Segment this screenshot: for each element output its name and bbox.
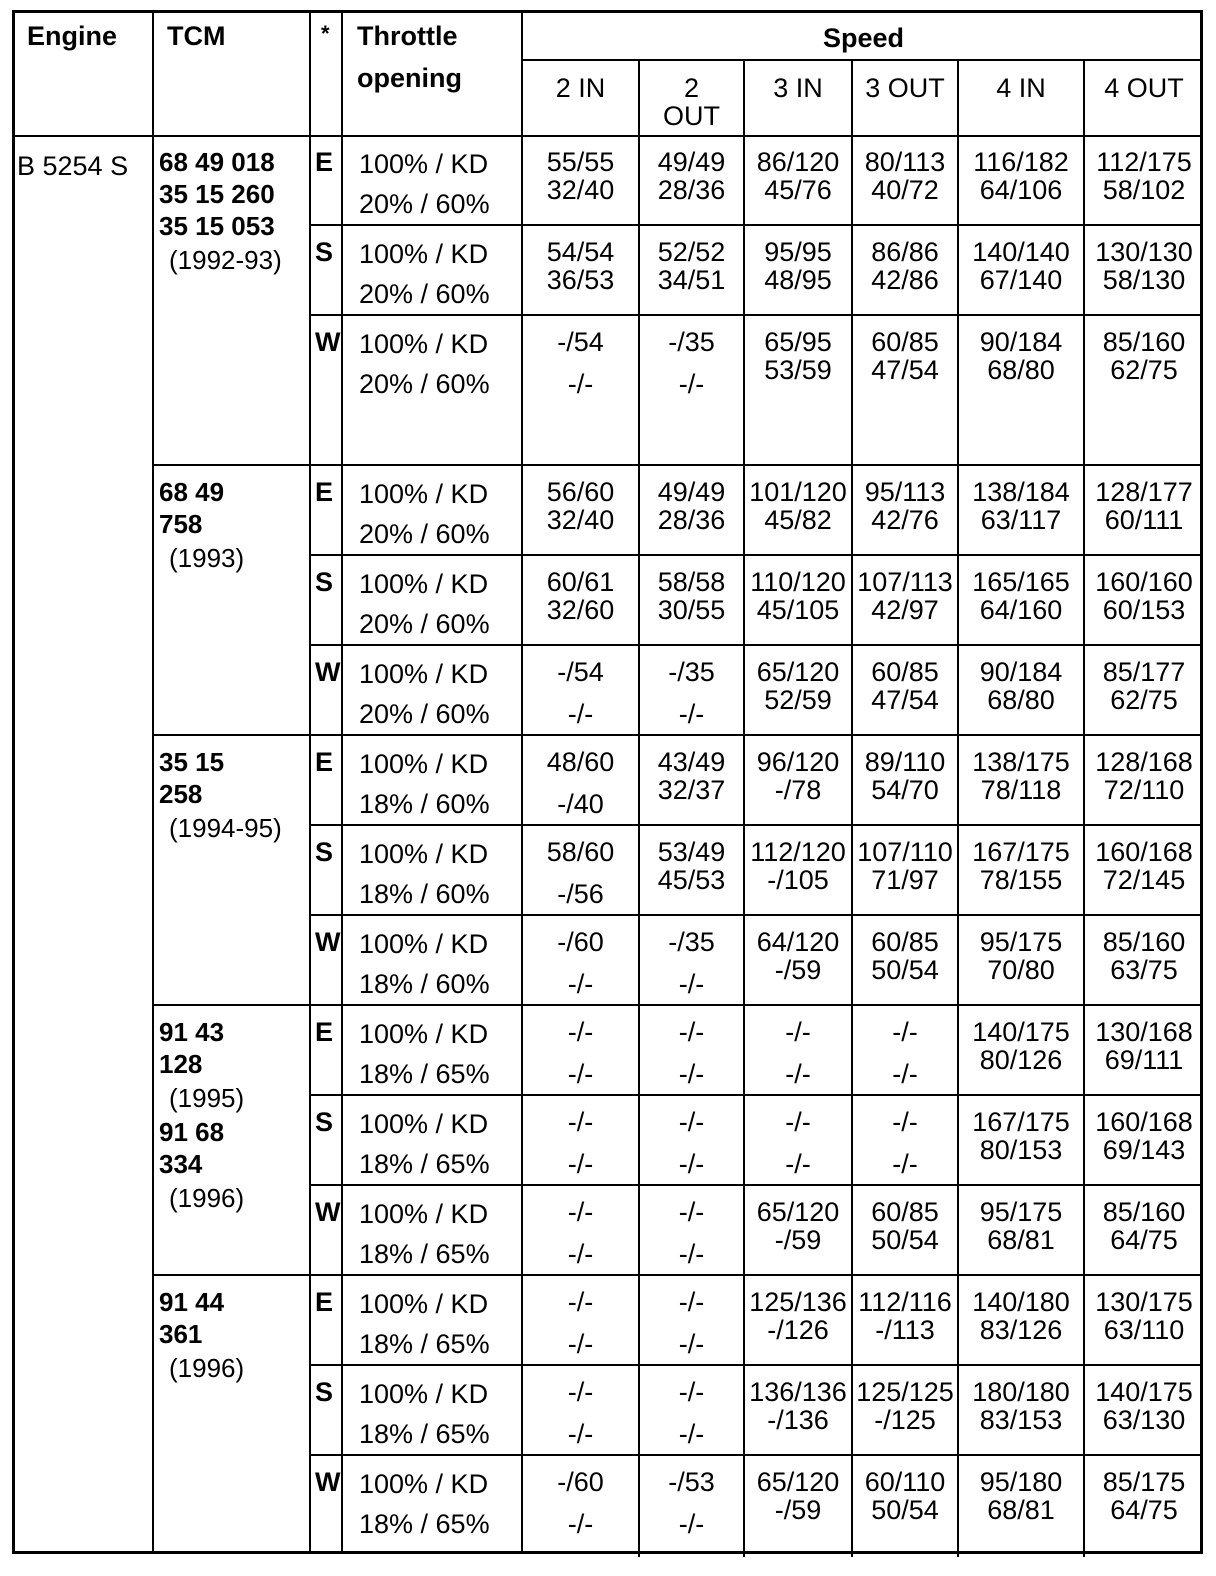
header-divider [15,135,1200,137]
speed-value: 62/75 [1110,685,1178,715]
tcm-number: 361 [159,1319,203,1349]
speed-value: 85/160 [1102,327,1186,357]
speed-value: 32/40 [546,175,615,205]
speed-value: 50/54 [871,1225,939,1255]
speed-value: 34/51 [657,265,726,295]
row-divider [309,644,1203,646]
header-tcm: TCM [167,21,226,51]
row-divider [309,1454,1203,1456]
speed-value: -/54 [557,327,604,357]
speed-value: -/- [567,699,594,729]
mode-letter: S [315,1377,334,1407]
speed-value: 85/177 [1102,657,1186,687]
throttle-line: 100% / KD [359,749,489,779]
speed-value: -/- [785,1107,811,1137]
speed-col-header: OUT [663,101,720,131]
speed-value: -/- [567,1197,594,1227]
header-throttle-line2: opening [357,63,462,93]
speed-value: 56/60 [546,477,615,507]
speed-col-header: 4 IN [996,73,1046,103]
speed-value: 85/160 [1102,927,1186,957]
speed-value: 80/153 [979,1135,1063,1165]
row-divider [309,824,1203,826]
speed-value: 180/180 [972,1377,1070,1407]
speed-value: 140/180 [972,1287,1070,1317]
speed-value: -/- [785,1059,811,1089]
tcm-number: 35 15 [159,747,225,777]
speed-value: 53/59 [764,355,832,385]
speed-value: 167/175 [972,1107,1070,1137]
speed-value: 136/136 [749,1377,847,1407]
speed-value: 32/40 [546,505,615,535]
tcm-number: 334 [159,1149,203,1179]
throttle-line: 100% / KD [359,329,489,359]
speed-value: 86/120 [756,147,840,177]
mode-letter: W [315,927,341,957]
throttle-line: 20% / 60% [359,699,490,729]
speed-value: -/105 [767,865,829,895]
row-divider [309,1094,1203,1096]
speed-value: 160/160 [1095,567,1193,597]
tcm-number: 128 [159,1049,203,1079]
group-divider [152,1004,1203,1006]
speed-value: 95/180 [979,1467,1063,1497]
speed-value: 80/113 [864,147,946,177]
speed-value: 69/111 [1104,1045,1184,1075]
mode-letter: E [315,747,334,777]
speed-value: 72/110 [1103,775,1185,805]
speed-value: 60/61 [546,567,615,597]
speed-value: 30/55 [657,595,726,625]
speed-value: 49/49 [657,147,726,177]
speed-col-header: 2 [683,73,700,103]
mode-letter: W [315,1197,341,1227]
speed-value: 64/160 [979,595,1063,625]
mode-letter: W [315,657,341,687]
throttle-line: 18% / 60% [359,969,490,999]
throttle-line: 18% / 65% [359,1149,490,1179]
speed-value: 48/95 [764,265,832,295]
speed-value: 54/70 [871,775,939,805]
speed-value: 63/117 [980,505,1062,535]
row-divider [309,314,1203,316]
tcm-number: 35 15 053 [159,211,275,241]
throttle-line: 100% / KD [359,1019,489,1049]
tcm-year: (1996) [169,1353,245,1383]
speed-value: 83/153 [979,1405,1063,1435]
speed-value: 58/58 [657,567,726,597]
mode-letter: E [315,1287,334,1317]
speed-value: 32/60 [546,595,615,625]
speed-value: -/56 [557,879,604,909]
speed-value: 95/113 [864,477,946,507]
speed-value: 63/110 [1103,1315,1185,1345]
speed-value: 90/184 [979,327,1063,357]
row-divider [309,914,1203,916]
speed-value: 112/116 [858,1287,952,1317]
speed-value: 95/95 [764,237,832,267]
speed-value: 28/36 [657,175,726,205]
speed-value: -/- [892,1107,918,1137]
speed-value: 116/182 [973,147,1069,177]
speed-value: -/- [567,369,594,399]
speed-value: 45/53 [657,865,726,895]
speed-value: -/- [678,1509,705,1539]
speed-value: 128/168 [1095,747,1193,777]
tcm-number: 758 [159,509,203,539]
speed-value: -/- [678,1239,705,1269]
speed-col-header: 2 IN [555,73,606,103]
speed-value: 68/81 [987,1495,1055,1525]
speed-value: -/53 [668,1467,715,1497]
speed-value: -/59 [774,1495,822,1525]
group-divider [152,1274,1203,1276]
throttle-line: 100% / KD [359,1199,489,1229]
speed-value: 72/145 [1102,865,1186,895]
speed-value: 71/97 [871,865,939,895]
speed-value: -/- [678,1059,705,1089]
speed-value: 167/175 [972,837,1070,867]
speed-value: 95/175 [979,927,1063,957]
speed-value: 80/126 [979,1045,1063,1075]
speed-value: 112/175 [1096,147,1192,177]
tcm-number: 91 68 [159,1117,225,1147]
speed-value: -/- [678,1197,705,1227]
speed-value: 45/76 [764,175,832,205]
speed-value: 138/175 [972,747,1070,777]
mode-letter: W [315,1467,341,1497]
tcm-number: 91 44 [159,1287,225,1317]
speed-value: 112/120 [750,837,846,867]
tcm-number: 91 43 [159,1017,225,1047]
column-divider [341,13,343,1551]
row-divider [309,224,1203,226]
speed-value: -/- [567,1107,594,1137]
speed-value: 90/184 [979,657,1063,687]
tcm-number: 68 49 [159,477,225,507]
header-speed: Speed [822,23,905,53]
speed-value: 95/175 [979,1197,1063,1227]
speed-value: 50/54 [871,1495,939,1525]
speed-value: 63/75 [1110,955,1178,985]
throttle-line: 20% / 60% [359,369,490,399]
speed-table [12,10,1203,1554]
speed-value: 160/168 [1095,837,1193,867]
speed-value: 67/140 [979,265,1063,295]
header-engine: Engine [27,21,118,51]
speed-value: 48/60 [546,747,615,777]
mode-letter: S [315,567,334,597]
speed-value: -/- [567,1509,594,1539]
row-divider [309,554,1203,556]
speed-value: 128/177 [1095,477,1193,507]
speed-value: 130/130 [1095,237,1193,267]
speed-value: -/- [567,1329,594,1359]
speed-value: -/- [678,1149,705,1179]
speed-value: 54/54 [546,237,615,267]
speed-value: 86/86 [871,237,939,267]
speed-value: 60/111 [1104,505,1184,535]
speed-value: 55/55 [546,147,615,177]
speed-value: 40/72 [871,175,939,205]
throttle-line: 100% / KD [359,659,489,689]
speed-value: -/126 [767,1315,829,1345]
speed-value: 140/175 [972,1017,1070,1047]
speed-value: -/- [892,1059,918,1089]
throttle-line: 18% / 65% [359,1059,490,1089]
throttle-line: 100% / KD [359,1379,489,1409]
speed-value: 110/120 [750,567,846,597]
speed-value: 125/136 [749,1287,847,1317]
speed-value: 65/120 [756,657,840,687]
throttle-line: 100% / KD [359,839,489,869]
tcm-number: 35 15 260 [159,179,275,209]
speed-value: -/- [785,1017,811,1047]
throttle-line: 18% / 65% [359,1329,490,1359]
speed-value: 58/60 [546,837,615,867]
speed-value: -/35 [668,327,715,357]
speed-value: 58/130 [1102,265,1186,295]
speed-value: 69/143 [1102,1135,1186,1165]
mode-letter: E [315,477,334,507]
speed-value: 45/82 [764,505,832,535]
speed-value: 83/126 [979,1315,1063,1345]
speed-value: 42/97 [871,595,939,625]
throttle-line: 100% / KD [359,569,489,599]
speed-value: -/- [678,1017,705,1047]
speed-value: -/- [678,1329,705,1359]
speed-value: 138/184 [972,477,1070,507]
tcm-number: 258 [159,779,203,809]
speed-value: 107/110 [857,837,953,867]
speed-value: 65/120 [756,1467,840,1497]
speed-value: -/113 [875,1315,935,1345]
throttle-line: 20% / 60% [359,189,490,219]
tcm-number: 68 49 018 [159,147,275,177]
speed-value: -/59 [774,1225,822,1255]
speed-value: 45/105 [756,595,840,625]
speed-value: -/- [567,1239,594,1269]
speed-value: -/78 [774,775,822,805]
speed-value: -/54 [557,657,604,687]
speed-value: -/60 [557,1467,604,1497]
speed-value: 63/130 [1102,1405,1186,1435]
mode-letter: E [315,1017,334,1047]
speed-value: -/- [567,1377,594,1407]
tcm-year: (1992-93) [169,245,282,275]
speed-value: 68/80 [987,685,1055,715]
speed-value: -/- [892,1149,918,1179]
throttle-line: 100% / KD [359,1109,489,1139]
engine-label: B 5254 S [17,151,129,181]
speed-value: 42/76 [871,505,939,535]
speed-value: 64/75 [1110,1225,1178,1255]
speed-value: 165/165 [972,567,1070,597]
speed-value: 160/168 [1095,1107,1193,1137]
speed-value: 58/102 [1102,175,1186,205]
speed-value: 49/49 [657,477,726,507]
mode-letter: S [315,1107,334,1137]
speed-value: 68/81 [987,1225,1055,1255]
tcm-year: (1995) [169,1083,245,1113]
speed-value: -/125 [874,1405,936,1435]
speed-value: 42/86 [871,265,939,295]
speed-value: 85/160 [1102,1197,1186,1227]
throttle-line: 20% / 60% [359,609,490,639]
speed-value: 28/36 [657,505,726,535]
speed-value: 47/54 [871,355,939,385]
column-divider [309,13,311,1551]
throttle-line: 18% / 60% [359,789,490,819]
speed-value: -/- [678,699,705,729]
speed-value: -/60 [557,927,604,957]
tcm-year: (1996) [169,1183,245,1213]
speed-value: -/- [678,1419,705,1449]
speed-value: 96/120 [756,747,840,777]
speed-value: -/- [678,969,705,999]
header-throttle-line1: Throttle [357,21,458,51]
speed-value: 130/175 [1095,1287,1193,1317]
speed-header-divider [521,59,1203,61]
speed-value: 60/85 [871,927,939,957]
speed-value: -/59 [774,955,822,985]
throttle-line: 100% / KD [359,929,489,959]
speed-value: -/- [567,1149,594,1179]
speed-value: 53/49 [657,837,726,867]
speed-value: 78/118 [980,775,1062,805]
speed-value: -/- [567,1059,594,1089]
mode-letter: S [315,237,334,267]
speed-value: -/- [785,1149,811,1179]
speed-value: -/- [567,969,594,999]
speed-value: 125/125 [856,1377,954,1407]
speed-value: -/- [678,1377,705,1407]
speed-value: 68/80 [987,355,1055,385]
speed-value: 60/85 [871,1197,939,1227]
speed-value: 62/75 [1110,355,1178,385]
speed-value: 65/120 [756,1197,840,1227]
speed-value: -/136 [767,1405,829,1435]
throttle-line: 100% / KD [359,1289,489,1319]
throttle-line: 18% / 65% [359,1509,490,1539]
speed-value: 50/54 [871,955,939,985]
speed-value: 60/153 [1102,595,1186,625]
speed-value: 65/95 [764,327,832,357]
speed-col-header: 4 OUT [1104,73,1184,103]
group-divider [152,734,1203,736]
throttle-line: 18% / 60% [359,879,490,909]
throttle-line: 18% / 65% [359,1419,490,1449]
mode-letter: E [315,147,334,177]
speed-value: 140/175 [1095,1377,1193,1407]
speed-value: 36/53 [546,265,615,295]
speed-value: -/35 [668,927,715,957]
speed-value: 60/85 [871,327,939,357]
row-divider [309,1184,1203,1186]
speed-value: 60/85 [871,657,939,687]
speed-value: 89/110 [864,747,946,777]
speed-value: -/- [567,1017,594,1047]
speed-value: 107/113 [857,567,953,597]
speed-value: 78/155 [979,865,1063,895]
speed-value: -/- [678,369,705,399]
throttle-line: 100% / KD [359,239,489,269]
speed-col-header: 3 OUT [865,73,945,103]
speed-value: 52/59 [764,685,832,715]
group-divider [152,464,1203,466]
throttle-line: 100% / KD [359,479,489,509]
speed-value: -/- [567,1419,594,1449]
row-divider [309,1364,1203,1366]
speed-value: 101/120 [749,477,847,507]
throttle-line: 100% / KD [359,149,489,179]
tcm-year: (1993) [169,543,245,573]
throttle-line: 100% / KD [359,1469,489,1499]
throttle-line: 18% / 65% [359,1239,490,1269]
speed-value: 64/106 [979,175,1063,205]
throttle-line: 20% / 60% [359,519,490,549]
speed-value: -/40 [557,789,604,819]
speed-value: 140/140 [972,237,1070,267]
speed-value: -/35 [668,657,715,687]
speed-value: 52/52 [657,237,726,267]
speed-value: -/- [678,1107,705,1137]
speed-value: 64/75 [1110,1495,1178,1525]
tcm-year: (1994-95) [169,813,282,843]
speed-value: -/- [678,1287,705,1317]
speed-value: 43/49 [657,747,726,777]
speed-value: 60/110 [864,1467,946,1497]
speed-value: 32/37 [657,775,726,805]
speed-value: 64/120 [756,927,840,957]
speed-value: -/- [892,1017,918,1047]
speed-value: 70/80 [987,955,1055,985]
mode-letter: W [315,327,341,357]
header-star: * [321,21,330,46]
speed-value: 130/168 [1095,1017,1193,1047]
speed-value: -/- [567,1287,594,1317]
mode-letter: S [315,837,334,867]
speed-col-header: 3 IN [773,73,823,103]
throttle-line: 20% / 60% [359,279,490,309]
speed-value: 47/54 [871,685,939,715]
speed-value: 85/175 [1102,1467,1186,1497]
column-divider [152,13,154,1551]
